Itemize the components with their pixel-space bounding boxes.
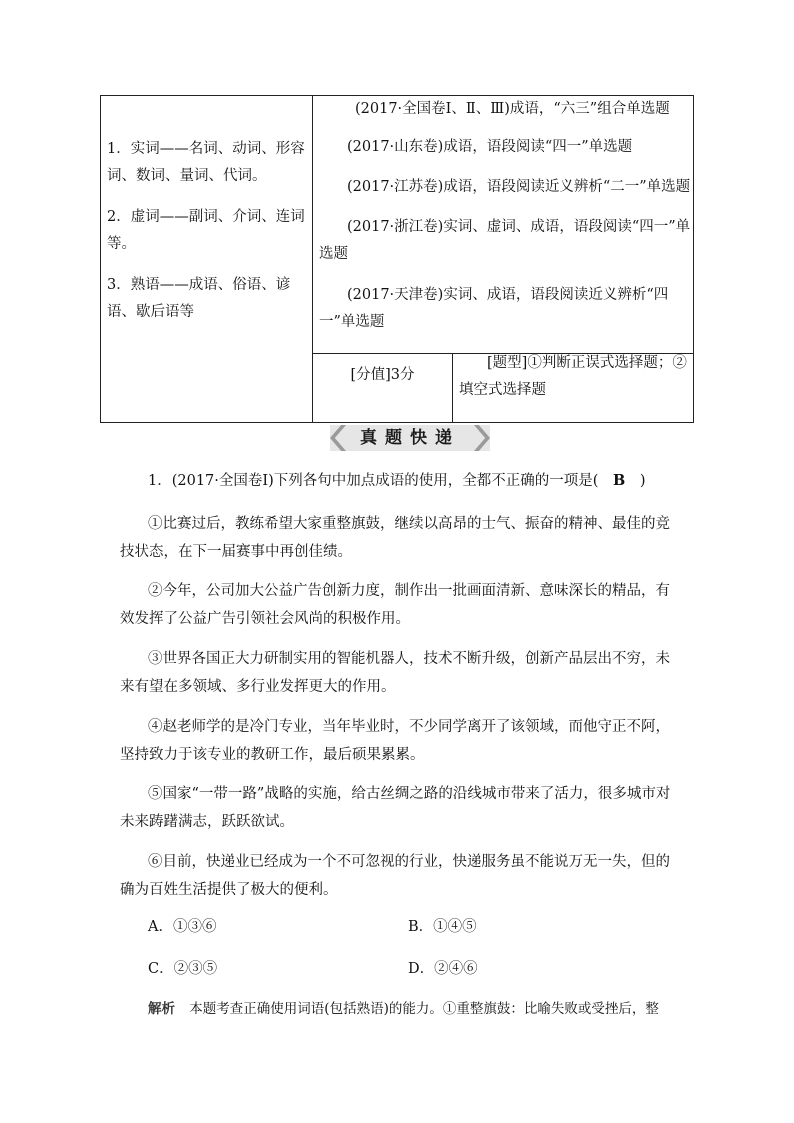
question-type-text: [题型]①判断正误式选择题；②填空式选择题 (459, 355, 687, 398)
section-title: 真题快递 (360, 428, 460, 448)
knowledge-point-1: 1．实词——名词、动词、形容词、数词、量词、代词。 (107, 141, 305, 184)
score-text: [分值]3分 (350, 367, 415, 383)
analysis-text: 本题考查正确使用词语(包括熟语)的能力。①重整旗鼓：比喻失败或受挫后，整 (189, 1001, 659, 1017)
question-stem (148, 468, 675, 494)
option-a[interactable]: A．①③⑥ (148, 919, 217, 935)
question-type-cell (453, 354, 693, 422)
exam-paper-item-1: (2017·全国卷Ⅰ、Ⅱ、Ⅲ)成语，“六三”组合单选题 (355, 101, 670, 117)
score-cell (313, 354, 453, 422)
section-banner (330, 425, 490, 451)
sentence-3: ③世界各国正大力研制实用的智能机器人，技术不断升级，创新产品层出不穷，未来有望在多领域、多行业发挥更大的作用。 (120, 651, 670, 695)
exam-outline-table (100, 95, 694, 423)
option-b[interactable]: B．①④⑤ (408, 919, 477, 935)
exam-paper-item-5: (2017·天津卷)实词、成语，语段阅读近义辨析“四一”单选题 (319, 287, 669, 330)
exam-paper-item-3: (2017·江苏卷)成语，语段阅读近义辨析“二一”单选题 (347, 179, 691, 195)
exam-papers-cell (313, 96, 693, 354)
sentence-5: ⑤国家“一带一路”战略的实施，给古丝绸之路的沿线城市带来了活力，很多城市对未来踌躇满志，跃跃欲试。 (120, 786, 671, 830)
knowledge-point-2: 2．虚词——副词、介词、连词等。 (107, 209, 305, 252)
option-d[interactable]: D．②④⑥ (408, 961, 478, 977)
exam-paper-item-4: (2017·浙江卷)实词、虚词、成语，语段阅读“四一”单选题 (319, 219, 691, 262)
question-stem-text: 1．(2017·全国卷Ⅰ)下列各句中加点成语的使用，全都不正确的一项是( (148, 473, 599, 489)
exam-paper-item-2: (2017·山东卷)成语，语段阅读“四一”单选题 (347, 139, 633, 155)
analysis-label: 解析 (148, 1001, 175, 1017)
knowledge-point-3: 3．熟语——成语、俗语、谚语、歇后语等 (107, 277, 291, 320)
question-stem-close: ) (639, 473, 646, 489)
sentence-2: ②今年，公司加大公益广告创新力度，制作出一批画面清新、意味深长的精品，有效发挥了公益广告引领社会风尚的积极作用。 (120, 583, 670, 627)
sentence-6: ⑥目前，快递业已经成为一个不可忽视的行业，快递服务虽不能说万无一失，但的确为百姓生活提供了极大的便利。 (120, 854, 670, 898)
answer-mark: B (613, 472, 626, 489)
sentence-1: ①比赛过后，教练希望大家重整旗鼓，继续以高昂的士气、振奋的精神、最佳的竞技状态，在下一届赛事中再创佳绩。 (120, 516, 670, 560)
option-c[interactable]: C．②③⑤ (148, 961, 218, 977)
analysis (148, 997, 678, 1017)
knowledge-points-cell (101, 96, 313, 422)
sentence-4: ④赵老师学的是冷门专业，当年毕业时，不少同学离开了该领域，而他守正不阿，坚持致力于该专业的教研工作，最后硕果累累。 (120, 719, 670, 763)
